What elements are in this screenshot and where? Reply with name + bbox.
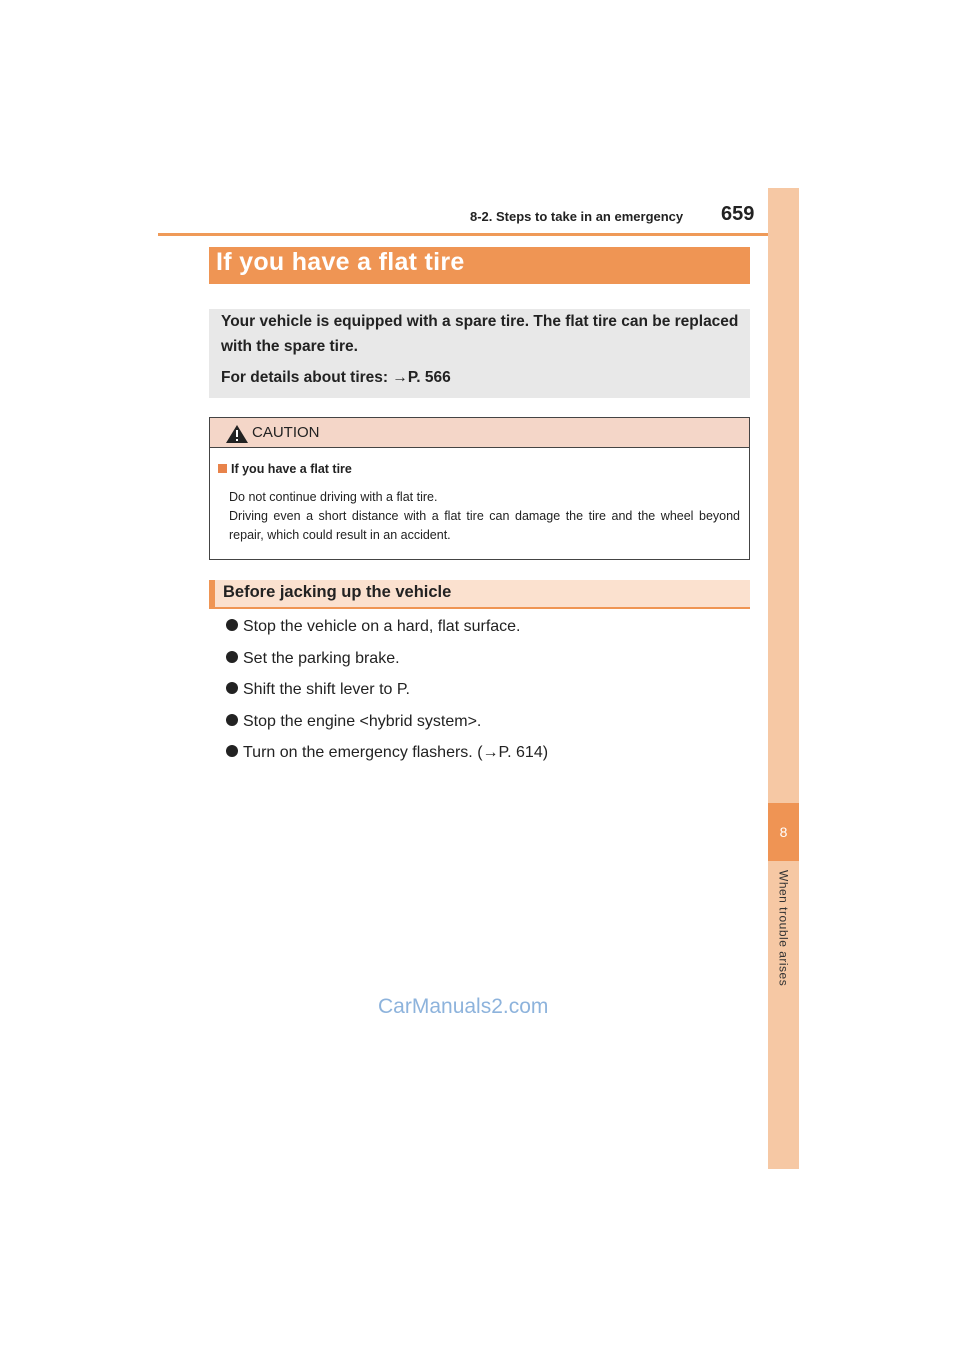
bullet-dot-icon xyxy=(226,714,238,726)
list-item: Stop the vehicle on a hard, flat surface. xyxy=(226,618,746,650)
caution-subheading xyxy=(218,462,352,476)
watermark[interactable]: CarManuals2.com xyxy=(378,995,549,1018)
caution-body xyxy=(229,488,740,545)
intro-box xyxy=(209,309,750,398)
section-label: 8-2. Steps to take in an emergency xyxy=(470,209,684,224)
bullet-dot-icon xyxy=(226,619,238,631)
bullet-dot-icon xyxy=(226,745,238,757)
list-item: Shift the shift lever to P. xyxy=(226,681,746,713)
list-item: Stop the engine <hybrid system>. xyxy=(226,713,746,745)
subsection-title: Before jacking up the vehicle xyxy=(223,583,452,601)
caution-box xyxy=(209,417,750,560)
header-rule xyxy=(158,233,799,236)
intro-line-2: with the spare tire. xyxy=(221,338,358,355)
intro-line-1: Your vehicle is equipped with a spare tire. The flat tire can be replaced xyxy=(221,313,739,330)
warning-triangle-icon xyxy=(226,425,248,443)
intro-tire-reference[interactable]: For details about tires: →P. 566 xyxy=(221,369,451,386)
subsection-heading xyxy=(209,580,750,609)
bullet-dot-icon xyxy=(226,682,238,694)
bullet-dot-icon xyxy=(226,651,238,663)
page-title: If you have a flat tire xyxy=(216,248,465,276)
caution-line-2: Driving even a short distance with a flat tire can damage the tire and the wheel beyond repair, which could result in an accident. xyxy=(229,509,740,542)
list-item: Set the parking brake. xyxy=(226,650,746,682)
chapter-title xyxy=(768,870,799,1070)
page-title-banner xyxy=(209,247,750,284)
caution-header xyxy=(210,418,749,448)
list-item[interactable]: Turn on the emergency flashers. (→P. 614) xyxy=(226,744,746,776)
caution-title: CAUTION xyxy=(252,424,320,441)
chapter-title-text: When trouble arises xyxy=(776,870,791,987)
bullet-list xyxy=(226,618,746,776)
caution-subheading-text: If you have a flat tire xyxy=(231,462,352,476)
square-bullet-icon xyxy=(218,464,227,473)
chapter-number-tab[interactable]: 8 xyxy=(768,803,799,861)
page-number: 659 xyxy=(721,203,755,225)
caution-line-1: Do not continue driving with a flat tire. xyxy=(229,490,438,504)
